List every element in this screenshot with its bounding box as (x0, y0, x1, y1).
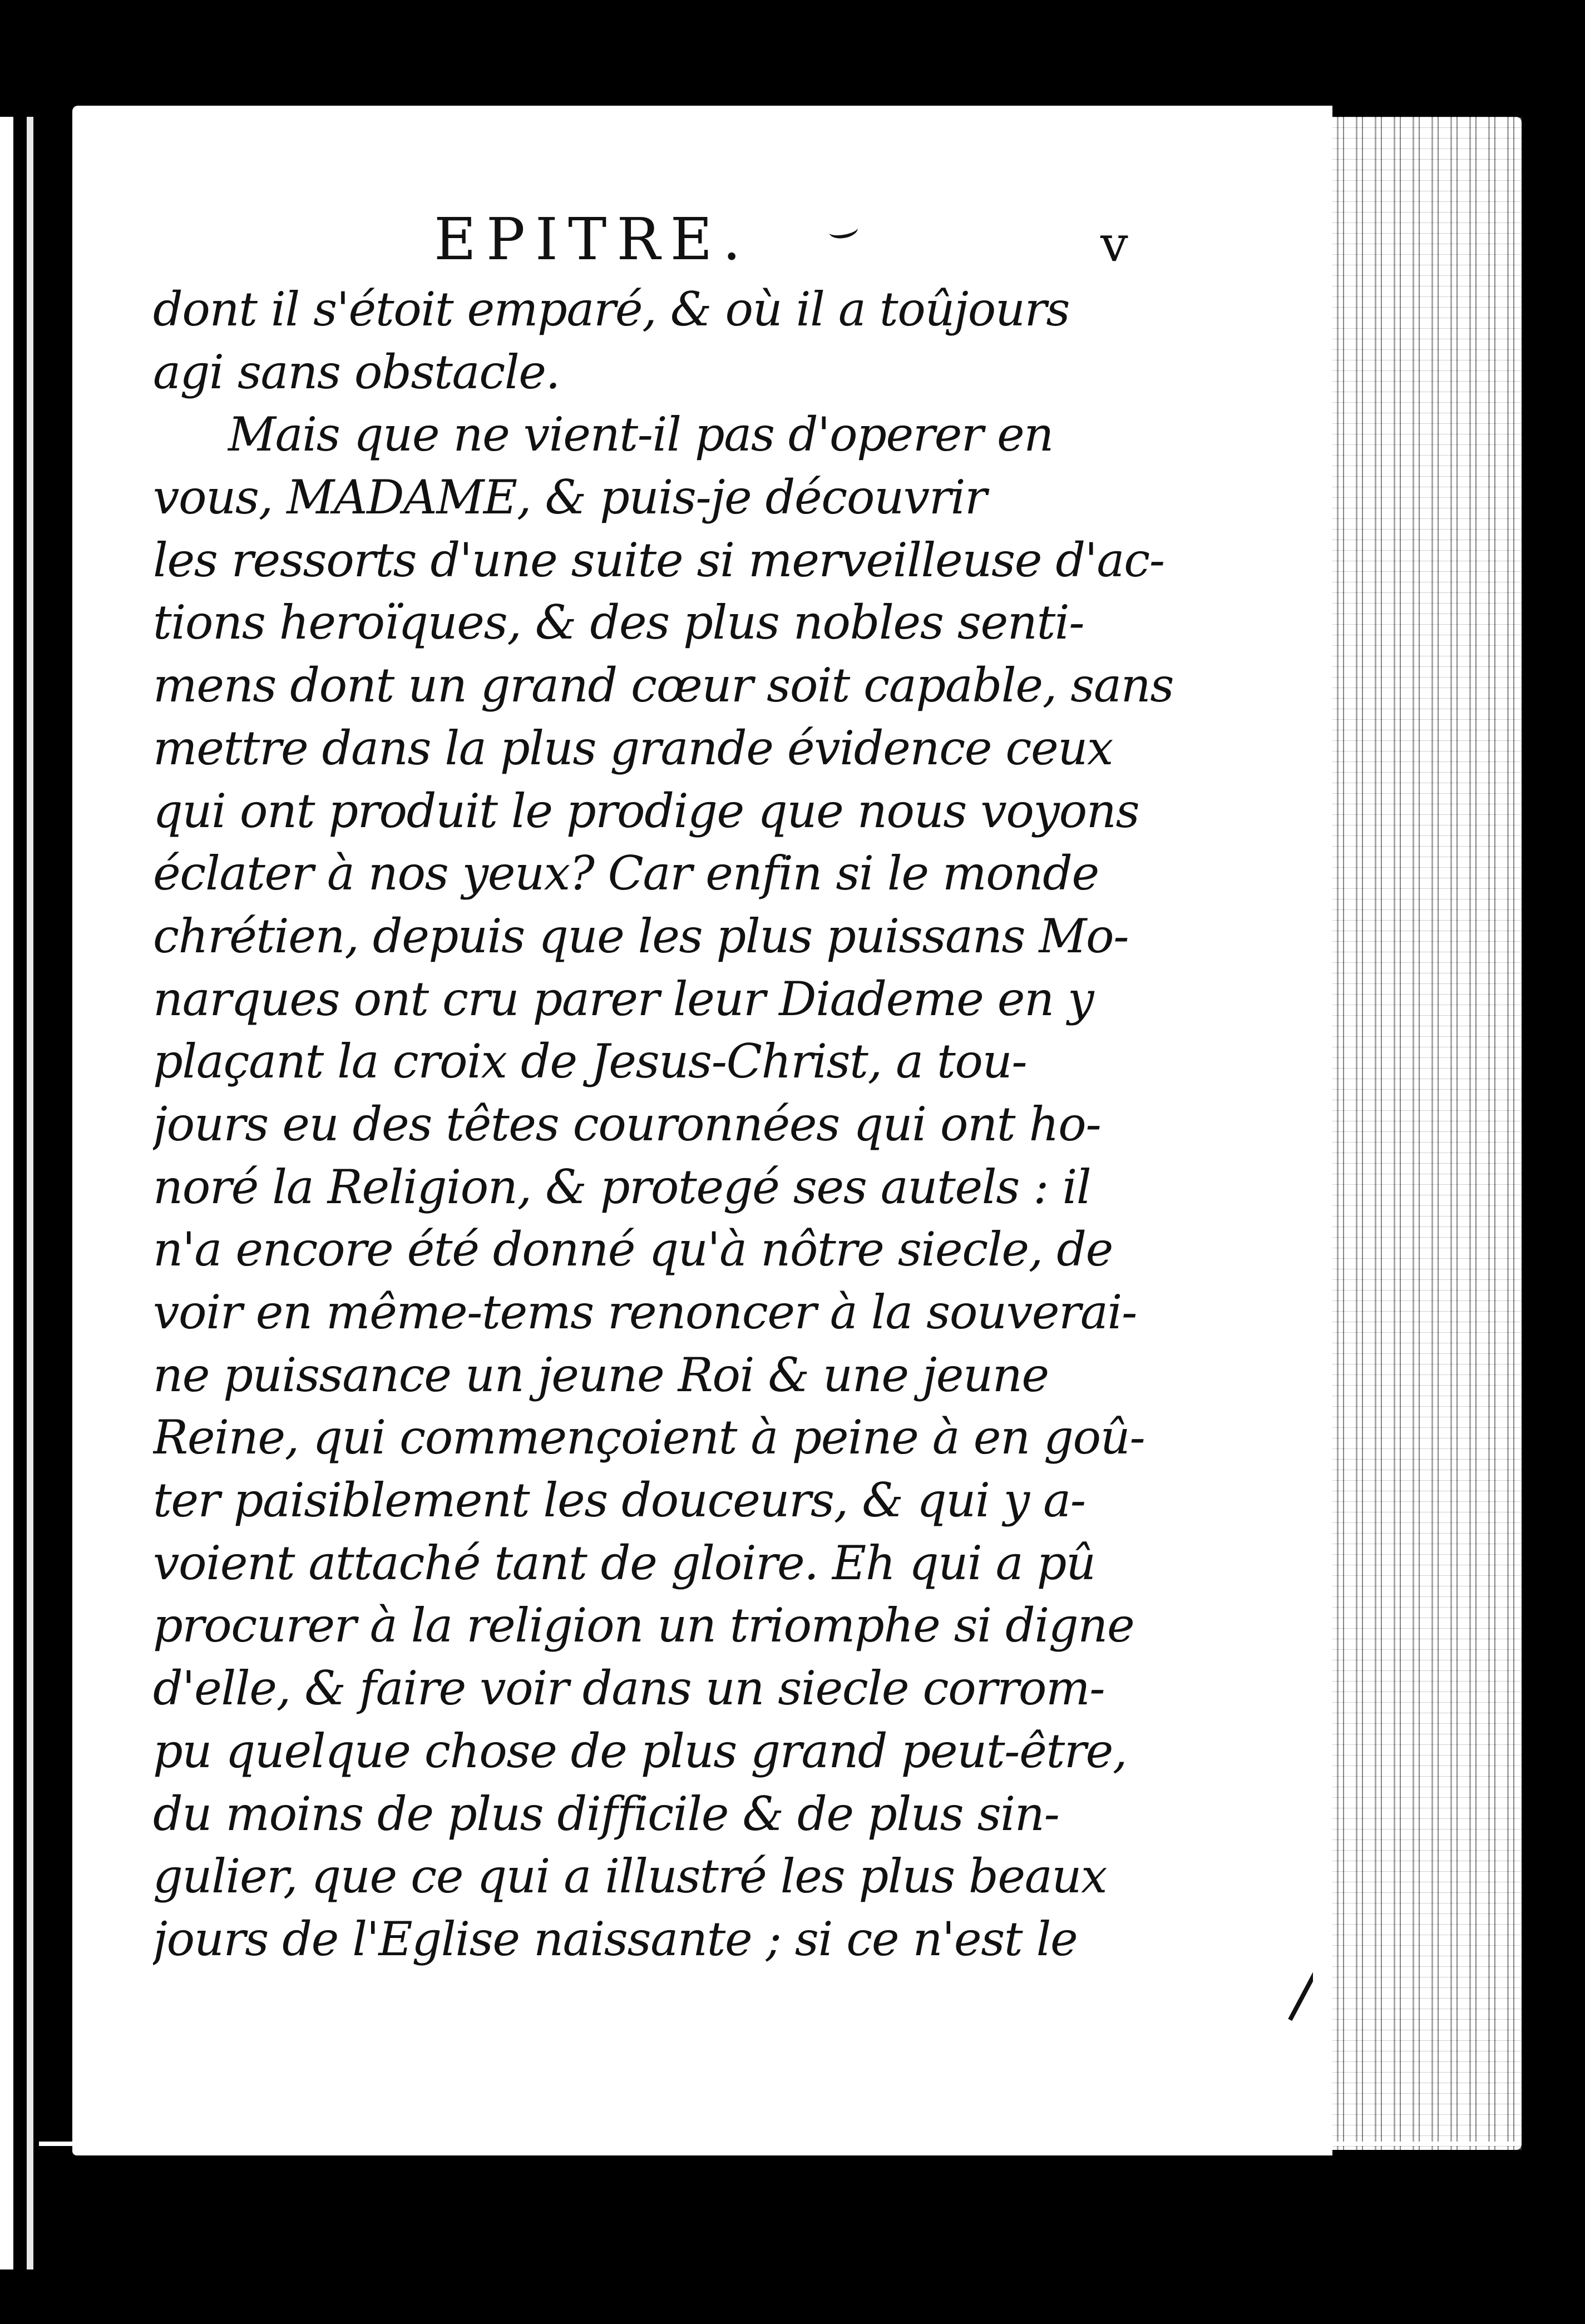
page-number: v (1100, 215, 1128, 273)
text-line-17: voir en même-tems renoncer à la souverai- (153, 1285, 1137, 1339)
text-line-1: dont il s'étoit emparé, & où il a toûjours (153, 282, 1070, 337)
text-line-2: agi sans obstacle. (153, 344, 560, 399)
page-header (72, 106, 1319, 273)
text-line-12: narques ont cru parer leur Diademe en y (153, 971, 1094, 1026)
text-line-22: procurer à la religion un triomphe si digne (153, 1598, 1134, 1653)
text-line-24: pu quelque chose de plus grand peut-être, (153, 1723, 1127, 1778)
text-line-11: chrétien, depuis que les plus puissans Mo- (153, 908, 1129, 963)
text-line-19: Reine, qui commençoient à peine à en goû- (153, 1410, 1145, 1465)
book-page (72, 106, 1319, 2155)
text-line-18: ne puissance un jeune Roi & une jeune (153, 1347, 1049, 1402)
text-line-21: voient attaché tant de gloire. Eh qui a pû (153, 1535, 1095, 1590)
text-line-27: jours de l'Eglise naissante ; si ce n'est le (153, 1911, 1078, 1966)
text-line-14: jours eu des têtes couronnées qui ont ho- (153, 1096, 1101, 1151)
small-ink-mark (828, 220, 859, 241)
book-page-edges (1332, 117, 1522, 2150)
text-line-26: gulier, que ce qui a illustré les plus beaux (153, 1849, 1107, 1904)
text-line-13: plaçant la croix de Jesus-Christ, a tou- (153, 1034, 1027, 1089)
text-line-20: ter paisiblement les douceurs, & qui y a- (153, 1473, 1085, 1528)
page-title: EPITRE. (434, 205, 751, 273)
text-line-16: n'a encore été donné qu'à nôtre siecle, de (153, 1222, 1113, 1277)
text-line-25: du moins de plus difficile & de plus sin- (153, 1786, 1059, 1841)
text-line-15: noré la Religion, & protegé ses autels : il (153, 1159, 1091, 1214)
text-line-7: mens dont un grand cœur soit capable, sans (153, 658, 1174, 713)
text-line-5: les ressorts d'une suite si merveilleuse d'ac- (153, 532, 1164, 587)
left-page-edge (0, 117, 39, 2269)
text-line-4: vous, MADAME, & puis-je découvrir (153, 470, 986, 525)
text-line-9: qui ont produit le prodige que nous voyons (153, 783, 1139, 838)
text-line-6: tions heroïques, & des plus nobles senti- (153, 595, 1084, 650)
page-fold (1313, 106, 1332, 2155)
text-line-8: mettre dans la plus grande évidence ceux (153, 720, 1113, 775)
text-line-3: Mais que ne vient-il pas d'operer en (228, 407, 1053, 462)
text-line-23: d'elle, & faire voir dans un siecle corrom- (153, 1661, 1105, 1716)
body-text (153, 278, 1199, 1971)
bottom-page-edge (39, 2142, 1519, 2146)
text-line-10: éclater à nos yeux? Car enfin si le monde (153, 846, 1099, 901)
